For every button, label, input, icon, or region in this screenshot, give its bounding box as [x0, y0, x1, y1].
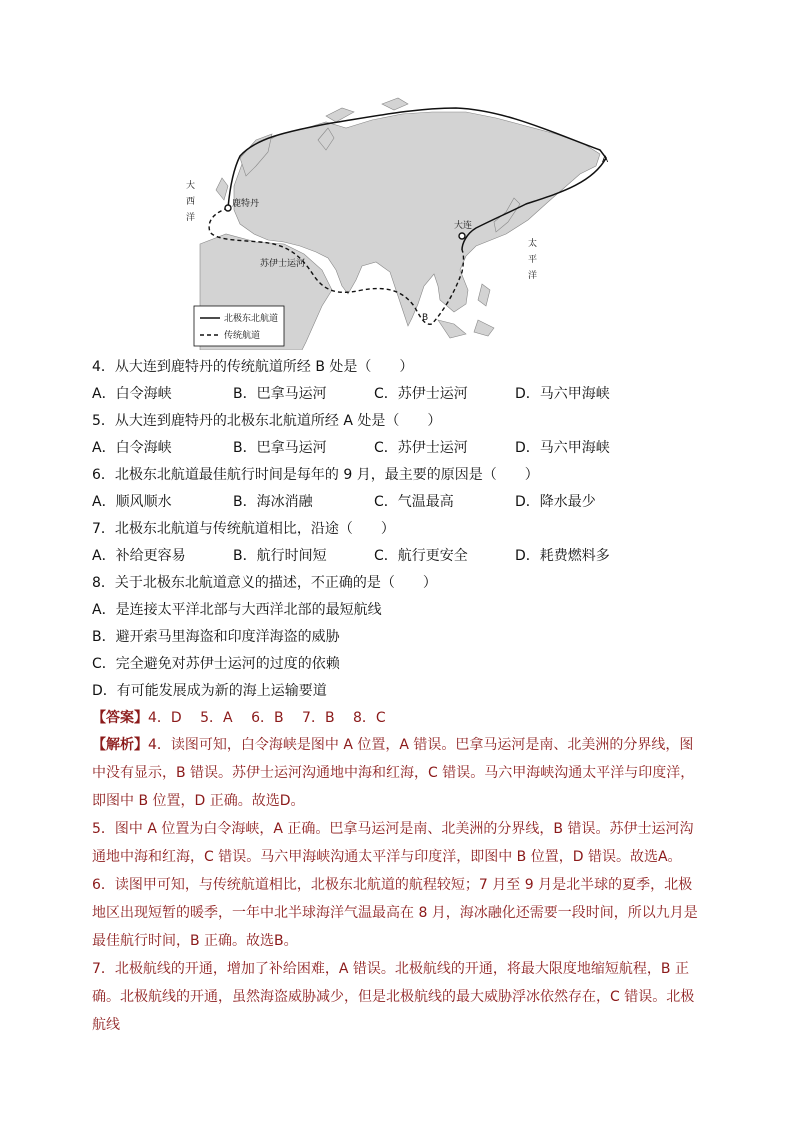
point-a-label: A	[602, 155, 609, 165]
question-7-option-a: A．补给更容易	[92, 548, 186, 564]
point-b-label: B	[422, 313, 429, 323]
question-6-option-a: A．顺风顺水	[92, 494, 172, 510]
question-6-option-b: B．海冰消融	[233, 494, 313, 510]
southeast-asia-islands	[478, 284, 490, 306]
analysis-text-4: 4．读图可知，白令海峡是图中 A 位置，A 错误。巴拿马运河是南、北美洲的分界线，图中没有显示，B 错误。苏伊士运河沟通地中海和红海，C 错误。马六甲海峡沟通太平洋与印度洋，即图中 B 位置，D 正确。故选D。	[92, 737, 695, 809]
dalian-label: 大连	[454, 221, 473, 231]
question-5-stem: 5．从大连到鹿特丹的北极东北航道所经 A 处是（ ）	[92, 413, 442, 429]
question-4-stem: 4．从大连到鹿特丹的传统航道所经 B 处是（ ）	[92, 359, 414, 375]
question-7-stem: 7．北极东北航道与传统航道相比，沿途（ ）	[92, 521, 395, 537]
question-5-option-c: C．苏伊士运河	[374, 440, 468, 456]
question-8-option-d: D．有可能发展成为新的海上运输要道	[92, 683, 327, 699]
rotterdam-label: 鹿特丹	[232, 199, 260, 209]
southeast-asia-islands	[438, 320, 466, 338]
question-8-option-b: B．避开索马里海盗和印度洋海盗的威胁	[92, 629, 340, 645]
question-7-option-c: C．航行更安全	[374, 548, 468, 564]
analysis-paragraph-6: 6．读图甲可知，与传统航道相比，北极东北航道的航程较短；7 月至 9 月是北半球的夏季，北极地区出现短暂的暖季，一年中北半球海洋气温最高在 8 月，海冰融化还需要一段时间，所以九月是最佳航行时间，B 正确。故选B。	[92, 877, 698, 949]
question-7-option-b: B．航行时间短	[233, 548, 327, 564]
answer-text: 4．D 5．A 6．B 7．B 8．C	[148, 710, 386, 726]
question-6-option-d: D．降水最少	[515, 494, 596, 510]
question-4-option-c: C．苏伊士运河	[374, 386, 468, 402]
dalian-marker	[459, 233, 465, 239]
question-5-option-a: A．白令海峡	[92, 440, 172, 456]
british-isles	[216, 178, 228, 200]
question-5-option-d: D．马六甲海峡	[515, 440, 610, 456]
rotterdam-marker	[225, 205, 231, 211]
route-map	[176, 94, 612, 350]
analysis-paragraph-5: 5．图中 A 位置为白令海峡，A 正确。巴拿马运河是南、北美洲的分界线，B 错误。苏伊士运河沟通地中海和红海，C 错误。马六甲海峡沟通太平洋与印度洋，即图中 B 位置，D 错误。故选A。	[92, 821, 694, 865]
analysis-paragraph-4	[92, 731, 704, 815]
suez-label: 苏伊士运河	[260, 259, 306, 269]
question-8-option-c: C．完全避免对苏伊士运河的过度的依赖	[92, 656, 340, 672]
question-6-option-c: C．气温最高	[374, 494, 454, 510]
question-4-option-a: A．白令海峡	[92, 386, 172, 402]
southeast-asia-islands	[474, 320, 494, 336]
atlantic-label-3: 洋	[186, 213, 196, 223]
question-4-option-b: B．巴拿马运河	[233, 386, 327, 402]
question-5-option-b: B．巴拿马运河	[233, 440, 327, 456]
question-8-stem: 8．关于北极东北航道意义的描述，不正确的是（ ）	[92, 575, 437, 591]
atlantic-label-1: 大	[186, 181, 196, 191]
question-7-option-d: D．耗费燃料多	[515, 548, 610, 564]
pacific-label-3: 洋	[528, 271, 538, 281]
pacific-label-1: 太	[528, 239, 538, 249]
analysis-paragraph-7: 7．北极航线的开通，增加了补给困难，A 错误。北极航线的开通，将最大限度地缩短航程，B 正确。北极航线的开通，虽然海盗威胁减少，但是北极航线的最大威胁浮冰依然存在，C 错误。北极航线	[92, 961, 695, 1033]
pacific-label-2: 平	[528, 255, 538, 265]
answer-line	[92, 708, 386, 728]
question-4-option-d: D．马六甲海峡	[515, 386, 610, 402]
question-8-option-a: A．是连接太平洋北部与大西洋北部的最短航线	[92, 602, 382, 618]
question-6-stem: 6．北极东北航道最佳航行时间是每年的 9 月，最主要的原因是（ ）	[92, 467, 539, 483]
legend-northeast-label: 北极东北航道	[224, 314, 279, 324]
atlantic-label-2: 西	[186, 197, 196, 207]
arctic-island	[382, 98, 408, 110]
analysis-tag: 【解析】	[92, 737, 148, 753]
legend-traditional-label: 传统航道	[224, 331, 261, 341]
answer-tag: 【答案】	[92, 710, 148, 726]
